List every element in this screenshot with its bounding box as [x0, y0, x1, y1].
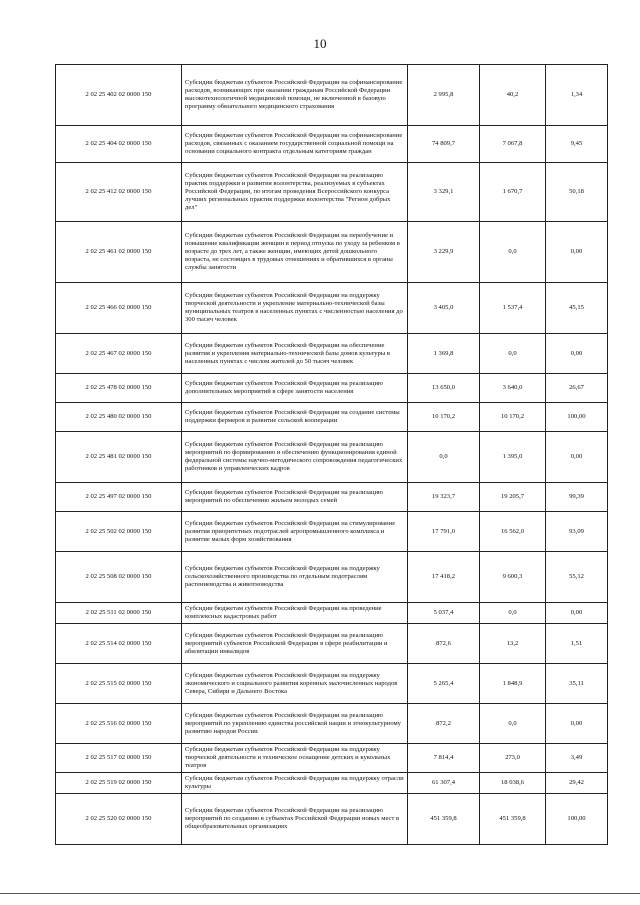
budget-code: 2 02 25 519 02 0000 150	[56, 773, 182, 794]
percent-value: 35,11	[546, 664, 608, 704]
table-row	[56, 334, 608, 374]
row-description: Субсидии бюджетам субъектов Российской Федерации на поддержку сельскохозяйственного производства по отдельным подотраслям растениеводства и животноводства	[182, 552, 408, 603]
row-description: Субсидии бюджетам субъектов Российской Федерации на реализацию мероприятий по формированию и обеспечению функционирования единой федеральной системы научно-методического сопровождения педагогических работников и управленческих кадров	[182, 432, 408, 483]
budget-code: 2 02 25 508 02 0000 150	[56, 552, 182, 603]
page-number: 10	[313, 36, 327, 51]
percent-value: 45,15	[546, 283, 608, 334]
table-row	[56, 552, 608, 603]
row-description: Субсидии бюджетам субъектов Российской Федерации на реализацию практик поддержки и развития волонтерства, реализуемых в субъектах Российской Федерации, по итогам проведения Всероссийского конкурса лучших региональных практик поддержки волонтерства "Регион добрых дел"	[182, 163, 408, 222]
plan-value: 2 995,8	[408, 65, 480, 126]
table-row	[56, 794, 608, 845]
row-description: Субсидии бюджетам субъектов Российской Федерации на поддержку творческой деятельности и укрепление материально-технической базы муниципальных театров в населенных пунктах с численностью населения до 300 тысяч человек	[182, 283, 408, 334]
table-row	[56, 432, 608, 483]
budget-code: 2 02 25 497 02 0000 150	[56, 483, 182, 512]
row-description: Субсидии бюджетам субъектов Российской Федерации на создание системы поддержки фермеров и развитие сельской кооперации	[182, 403, 408, 432]
plan-value: 13 650,0	[408, 374, 480, 403]
fact-value: 451 359,8	[480, 794, 546, 845]
table-row	[56, 126, 608, 163]
plan-value: 0,0	[408, 432, 480, 483]
fact-value: 1 537,4	[480, 283, 546, 334]
percent-value: 99,39	[546, 483, 608, 512]
fact-value: 7 067,8	[480, 126, 546, 163]
row-description: Субсидии бюджетам субъектов Российской Федерации на реализацию мероприятий по созданию в субъектах Российской Федерации новых мест в общеобразовательных организациях	[182, 794, 408, 845]
percent-value: 100,00	[546, 794, 608, 845]
percent-value: 3,49	[546, 744, 608, 773]
table-row	[56, 704, 608, 744]
row-description: Субсидии бюджетам субъектов Российской Федерации на софинансирование расходов, возникающих при оказании гражданам Российской Федерации высокотехнологичной медицинской помощи, не включенной в базовую программу обязательного медицинского страхования	[182, 65, 408, 126]
budget-code: 2 02 25 502 02 0000 150	[56, 512, 182, 552]
budget-code: 2 02 25 402 02 0000 150	[56, 65, 182, 126]
plan-value: 3 405,0	[408, 283, 480, 334]
fact-value: 16 562,0	[480, 512, 546, 552]
plan-value: 74 809,7	[408, 126, 480, 163]
plan-value: 1 369,8	[408, 334, 480, 374]
percent-value: 29,42	[546, 773, 608, 794]
budget-code: 2 02 25 516 02 0000 150	[56, 704, 182, 744]
budget-code: 2 02 25 514 02 0000 150	[56, 624, 182, 664]
table-row	[56, 65, 608, 126]
percent-value: 0,00	[546, 704, 608, 744]
budget-code: 2 02 25 517 02 0000 150	[56, 744, 182, 773]
row-description: Субсидии бюджетам субъектов Российской Федерации на обеспечение развития и укрепления материально-технической базы домов культуры в населенных пунктах с числом жителей до 50 тысяч человек	[182, 334, 408, 374]
percent-value: 50,18	[546, 163, 608, 222]
budget-code: 2 02 25 520 02 0000 150	[56, 794, 182, 845]
percent-value: 9,45	[546, 126, 608, 163]
fact-value: 273,0	[480, 744, 546, 773]
percent-value: 1,51	[546, 624, 608, 664]
table-row	[56, 603, 608, 624]
budget-table-body	[56, 65, 608, 845]
fact-value: 3 640,0	[480, 374, 546, 403]
row-description: Субсидии бюджетам субъектов Российской Федерации на проведение комплексных кадастровых работ	[182, 603, 408, 624]
plan-value: 5 265,4	[408, 664, 480, 704]
table-row	[56, 512, 608, 552]
plan-value: 872,2	[408, 704, 480, 744]
budget-code: 2 02 25 480 02 0000 150	[56, 403, 182, 432]
plan-value: 7 814,4	[408, 744, 480, 773]
fact-value: 1 848,9	[480, 664, 546, 704]
fact-value: 1 395,0	[480, 432, 546, 483]
fact-value: 18 038,6	[480, 773, 546, 794]
plan-value: 3 229,9	[408, 222, 480, 283]
fact-value: 40,2	[480, 65, 546, 126]
row-description: Субсидии бюджетам субъектов Российской Федерации на реализацию мероприятий по обеспечению жильем молодых семей	[182, 483, 408, 512]
table-row	[56, 283, 608, 334]
footer-divider	[0, 893, 640, 894]
percent-value: 0,00	[546, 334, 608, 374]
plan-value: 19 323,7	[408, 483, 480, 512]
row-description: Субсидии бюджетам субъектов Российской Федерации на стимулирование развития приоритетных подотраслей агропромышленного комплекса и развитие малых форм хозяйствования	[182, 512, 408, 552]
row-description: Субсидии бюджетам субъектов Российской Федерации на поддержку творческой деятельности и техническое оснащение детских и кукольных театров	[182, 744, 408, 773]
plan-value: 17 418,2	[408, 552, 480, 603]
table-row	[56, 483, 608, 512]
plan-value: 3 329,1	[408, 163, 480, 222]
table-row	[56, 163, 608, 222]
table-row	[56, 222, 608, 283]
budget-code: 2 02 25 478 02 0000 150	[56, 374, 182, 403]
percent-value: 0,00	[546, 432, 608, 483]
fact-value: 0,0	[480, 334, 546, 374]
plan-value: 61 307,4	[408, 773, 480, 794]
table-row	[56, 773, 608, 794]
table-row	[56, 744, 608, 773]
plan-value: 872,6	[408, 624, 480, 664]
percent-value: 0,00	[546, 603, 608, 624]
fact-value: 1 670,7	[480, 163, 546, 222]
percent-value: 93,09	[546, 512, 608, 552]
plan-value: 451 359,8	[408, 794, 480, 845]
percent-value: 100,00	[546, 403, 608, 432]
row-description: Субсидии бюджетам субъектов Российской Федерации на реализацию мероприятий по укреплению единства российской нации и этнокультурному развитию народов России	[182, 704, 408, 744]
table-row	[56, 403, 608, 432]
budget-code: 2 02 25 466 02 0000 150	[56, 283, 182, 334]
fact-value: 9 600,3	[480, 552, 546, 603]
budget-code: 2 02 25 404 02 0000 150	[56, 126, 182, 163]
fact-value: 0,0	[480, 603, 546, 624]
budget-table	[55, 64, 608, 845]
fact-value: 13,2	[480, 624, 546, 664]
percent-value: 0,00	[546, 222, 608, 283]
plan-value: 10 170,2	[408, 403, 480, 432]
table-row	[56, 664, 608, 704]
budget-code: 2 02 25 515 02 0000 150	[56, 664, 182, 704]
budget-code: 2 02 25 461 02 0000 150	[56, 222, 182, 283]
row-description: Субсидии бюджетам субъектов Российской Федерации на поддержку отрасли культуры	[182, 773, 408, 794]
row-description: Субсидии бюджетам субъектов Российской Федерации на поддержку экономического и социального развития коренных малочисленных народов Севера, Сибири и Дальнего Востока	[182, 664, 408, 704]
plan-value: 17 791,0	[408, 512, 480, 552]
table-row	[56, 374, 608, 403]
percent-value: 55,12	[546, 552, 608, 603]
budget-code: 2 02 25 511 02 0000 150	[56, 603, 182, 624]
row-description: Субсидии бюджетам субъектов Российской Федерации на реализацию мероприятий субъектов Российской Федерации в сфере реабилитации и абилитации инвалидов	[182, 624, 408, 664]
fact-value: 0,0	[480, 704, 546, 744]
row-description: Субсидии бюджетам субъектов Российской Федерации на переобучение и повышение квалификации женщин в период отпуска по уходу за ребенком в возрасте до трех лет, а также женщин, имеющих детей дошкольного возраста, не состоящих в трудовых отношениях и обратившихся в органы службы занятости	[182, 222, 408, 283]
plan-value: 5 037,4	[408, 603, 480, 624]
fact-value: 10 170,2	[480, 403, 546, 432]
budget-code: 2 02 25 467 02 0000 150	[56, 334, 182, 374]
budget-code: 2 02 25 412 02 0000 150	[56, 163, 182, 222]
row-description: Субсидии бюджетам субъектов Российской Федерации на реализацию дополнительных мероприятий в сфере занятости населения	[182, 374, 408, 403]
fact-value: 0,0	[480, 222, 546, 283]
table-row	[56, 624, 608, 664]
budget-code: 2 02 25 481 02 0000 150	[56, 432, 182, 483]
percent-value: 26,67	[546, 374, 608, 403]
percent-value: 1,34	[546, 65, 608, 126]
row-description: Субсидии бюджетам субъектов Российской Федерации на софинансирование расходов, связанных с оказанием государственной социальной помощи на основании социального контракта отдельным категориям граждан	[182, 126, 408, 163]
fact-value: 19 205,7	[480, 483, 546, 512]
